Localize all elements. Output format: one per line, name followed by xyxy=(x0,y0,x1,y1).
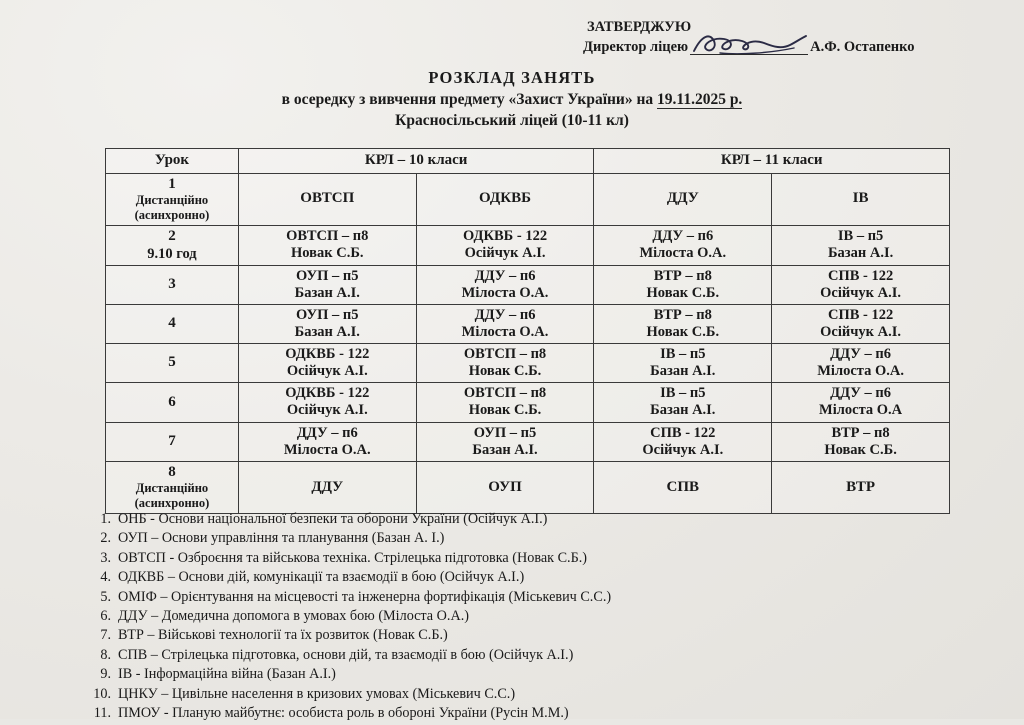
lesson-note: Дистанційно (асинхронно) xyxy=(134,193,210,223)
schedule-cell: ДДУ – п6 Мілоста О.А. xyxy=(416,304,594,343)
schedule-table-body xyxy=(106,173,950,513)
subtitle-date: 19.11.2025 р. xyxy=(657,91,743,108)
table-row xyxy=(106,344,950,383)
lesson-number: 2 xyxy=(168,227,176,244)
legend-number: 7. xyxy=(100,627,111,644)
legend-number: 6. xyxy=(100,607,111,624)
lesson-number: 6 xyxy=(106,383,239,422)
header-grade-10: КРЛ – 10 класи xyxy=(238,149,594,174)
schedule-cell: СПВ - 122 Осійчук А.І. xyxy=(594,422,772,461)
schedule-cell: ДДУ xyxy=(238,461,416,513)
legend-text: СПВ – Стрілецька підготовка, основи дій, та взаємодії в бою (Осійчук А.І.) xyxy=(118,646,574,663)
schedule-cell: ОДКВБ - 122 Осійчук А.І. xyxy=(238,344,416,383)
schedule-cell: ОВТСП – п8 Новак С.Б. xyxy=(416,383,594,422)
schedule-cell: СПВ - 122 Осійчук А.І. xyxy=(772,304,950,343)
schedule-cell: ОДКВБ - 122 Осійчук А.І. xyxy=(416,225,594,265)
schedule-cell: ОУП – п5 Базан А.І. xyxy=(416,422,594,461)
subtitle xyxy=(0,91,1024,109)
schedule-cell: ОДКВБ - 122 Осійчук А.І. xyxy=(238,383,416,422)
schedule-cell: ДДУ xyxy=(594,173,772,225)
list-item xyxy=(88,687,988,701)
schedule-cell: ДДУ – п6 Мілоста О.А. xyxy=(238,422,416,461)
signature-line xyxy=(690,54,808,55)
lesson-time: 9.10 год xyxy=(147,245,197,262)
header-grade-11: КРЛ – 11 класи xyxy=(594,149,950,174)
director-name: А.Ф. Остапенко xyxy=(810,38,915,55)
legend-number: 2. xyxy=(100,530,111,547)
schedule-cell: ОВТСП – п8 Новак С.Б. xyxy=(238,225,416,265)
header-lesson: Урок xyxy=(106,149,239,174)
legend-text: ПМОУ - Планую майбутнє: особиста роль в обороні України (Русін М.М.) xyxy=(118,704,569,721)
schedule-table xyxy=(105,148,950,514)
table-row xyxy=(106,265,950,304)
lesson-number: 7 xyxy=(106,422,239,461)
legend-number: 4. xyxy=(100,569,111,586)
schedule-cell: ДДУ – п6 Мілоста О.А. xyxy=(416,265,594,304)
legend-text: ВТР – Військові технології та їх розвиток (Новак С.Б.) xyxy=(118,627,448,644)
schedule-cell: ОУП – п5 Базан А.І. xyxy=(238,304,416,343)
approval-label: ЗАТВЕРДЖУЮ xyxy=(587,19,692,35)
legend-number: 5. xyxy=(100,588,111,605)
schedule-cell: ОУП – п5 Базан А.І. xyxy=(238,265,416,304)
schedule-cell: ОДКВБ xyxy=(416,173,594,225)
legend-number: 8. xyxy=(100,646,111,663)
schedule-cell: ОВТСП – п8 Новак С.Б. xyxy=(416,344,594,383)
lesson-number: 4 xyxy=(106,304,239,343)
legend xyxy=(88,512,988,725)
legend-text: ОМІФ – Орієнтування на місцевості та інженерна фортифікація (Міськевич С.С.) xyxy=(118,588,612,605)
legend-number: 3. xyxy=(100,549,111,566)
legend-text: ОУП – Основи управління та планування (Базан А. І.) xyxy=(118,530,445,547)
lesson-cell xyxy=(106,173,239,225)
table-row xyxy=(106,383,950,422)
list-item xyxy=(88,590,988,604)
schedule-cell: ОУП xyxy=(416,461,594,513)
legend-text: ДДУ – Домедична допомога в умовах бою (Мілоста О.А.) xyxy=(118,607,469,624)
schedule-cell: ВТР xyxy=(772,461,950,513)
title-block xyxy=(0,68,1024,130)
legend-text: ОДКВБ – Основи дій, комунікації та взаємодії в бою (Осійчук А.І.) xyxy=(118,569,525,586)
legend-number: 11. xyxy=(93,704,111,721)
list-item xyxy=(88,648,988,662)
legend-number: 10. xyxy=(93,685,111,702)
schedule-cell: СПВ xyxy=(594,461,772,513)
table-row xyxy=(106,422,950,461)
schedule-cell: ІВ – п5 Базан А.І. xyxy=(772,225,950,265)
schedule-cell: ВТР – п8 Новак С.Б. xyxy=(594,265,772,304)
legend-number: 9. xyxy=(100,666,111,683)
schedule-cell: СПВ - 122 Осійчук А.І. xyxy=(772,265,950,304)
legend-text: ОВТСП - Озброєння та військова техніка. Стрілецька підготовка (Новак С.Б.) xyxy=(118,549,588,566)
legend-text: ІВ - Інформаційна війна (Базан А.І.) xyxy=(118,666,336,683)
schedule-cell: ДДУ – п6 Мілоста О.А. xyxy=(594,225,772,265)
table-row xyxy=(106,461,950,513)
schedule-cell: ВТР – п8 Новак С.Б. xyxy=(594,304,772,343)
school-name: Красносільський ліцей (10-11 кл) xyxy=(395,112,629,129)
schedule-cell: ДДУ – п6 Мілоста О.А xyxy=(772,383,950,422)
list-item xyxy=(88,531,988,545)
table-row xyxy=(106,173,950,225)
lesson-number: 3 xyxy=(106,265,239,304)
table-row xyxy=(106,304,950,343)
list-item xyxy=(88,628,988,642)
schedule-cell: ДДУ – п6 Мілоста О.А. xyxy=(772,344,950,383)
list-item xyxy=(88,570,988,584)
legend-number: 1. xyxy=(100,511,111,527)
lesson-number: 8 xyxy=(168,463,176,480)
schedule-cell: ІВ – п5 Базан А.І. xyxy=(594,383,772,422)
list-item xyxy=(88,609,988,623)
lesson-number: 5 xyxy=(106,344,239,383)
lesson-cell xyxy=(106,225,239,265)
list-item xyxy=(88,512,988,526)
schedule-cell: ІВ – п5 Базан А.І. xyxy=(594,344,772,383)
approval-block xyxy=(583,18,915,57)
list-item xyxy=(88,706,988,720)
subtitle-text: в осередку з вивчення предмету «Захист України» на xyxy=(281,91,658,108)
list-item xyxy=(88,551,988,565)
table-row xyxy=(106,225,950,265)
director-label: Директор ліцею xyxy=(583,38,689,55)
page-title: РОЗКЛАД ЗАНЯТЬ xyxy=(428,68,596,87)
list-item xyxy=(88,667,988,681)
legend-text: ЦНКУ – Цивільне населення в кризових умовах (Міськевич С.С.) xyxy=(118,685,516,702)
legend-text: ОНБ - Основи національної безпеки та оборони України (Осійчук А.І.) xyxy=(118,511,548,527)
schedule-cell: ОВТСП xyxy=(238,173,416,225)
signature xyxy=(690,39,808,57)
lesson-number: 1 xyxy=(168,175,176,192)
lesson-note: Дистанційно (асинхронно) xyxy=(134,481,210,511)
lesson-cell xyxy=(106,461,239,513)
table-header-row xyxy=(106,149,950,174)
legend-list xyxy=(88,512,988,720)
schedule-cell: ІВ xyxy=(772,173,950,225)
schedule-cell: ВТР – п8 Новак С.Б. xyxy=(772,422,950,461)
